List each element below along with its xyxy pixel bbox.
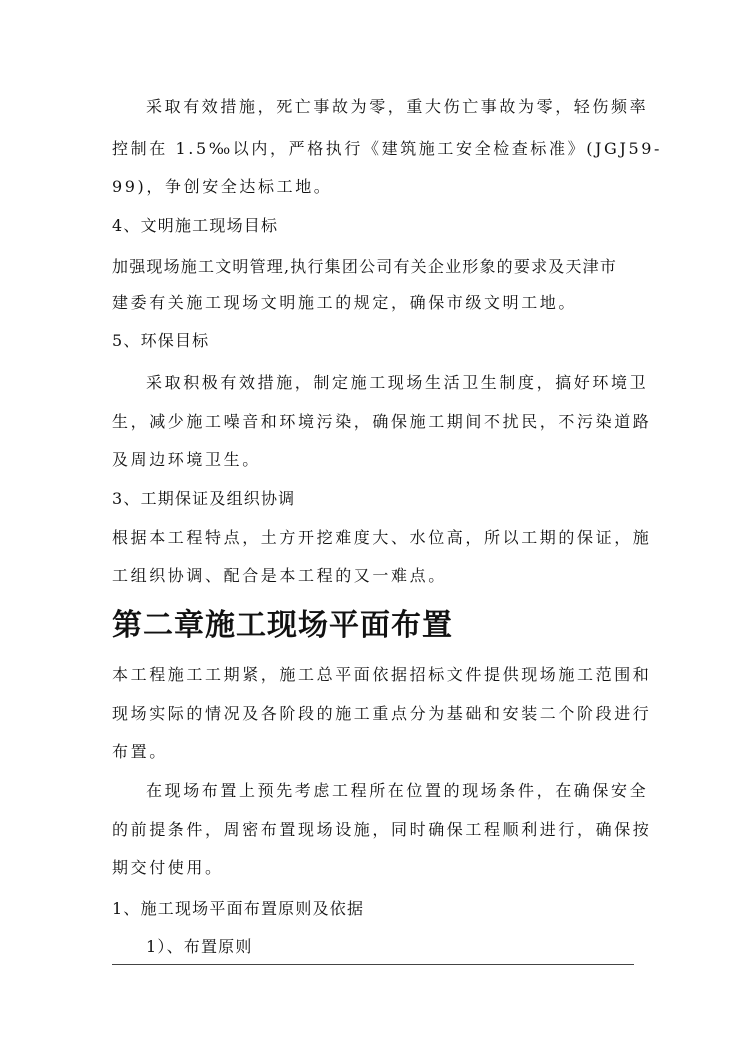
paragraph-site-line-3: 期交付使用。: [112, 858, 224, 877]
paragraph-environment-line-3: 及周边环境卫生。: [112, 450, 261, 469]
section-heading-layout-principles: 1、施工现场平面布置原则及依据: [112, 899, 365, 918]
paragraph-schedule-line-1: 根据本工程特点，土方开挖难度大、水位高，所以工期的保证，施: [112, 528, 652, 547]
paragraph-site-line-1: 在现场布置上预先考虑工程所在位置的现场条件，在确保安全: [146, 781, 649, 800]
paragraph-safety-line-1: 采取有效措施，死亡事故为零，重大伤亡事故为零，轻伤频率: [146, 97, 649, 116]
chapter-title: 第二章施工现场平面布置: [112, 608, 453, 643]
paragraph-civilized-line-2: 建委有关施工现场文明施工的规定，确保市级文明工地。: [112, 293, 578, 312]
paragraph-safety-line-2: 控制在 1.5‰以内，严格执行《建筑施工安全检查标准》(JGJ59-: [112, 139, 663, 158]
section-heading-environment: 5、环保目标: [112, 331, 210, 350]
paragraph-layout-line-2: 现场实际的情况及各阶段的施工重点分为基础和安装二个阶段进行: [112, 704, 652, 723]
paragraph-layout-line-1: 本工程施工工期紧，施工总平面依据招标文件提供现场施工范围和: [112, 665, 652, 684]
paragraph-layout-line-3: 布置。: [112, 742, 168, 761]
paragraph-environment-line-1: 采取积极有效措施，制定施工现场生活卫生制度，搞好环境卫: [146, 373, 649, 392]
paragraph-safety-line-3: 99)，争创安全达标工地。: [112, 177, 333, 196]
paragraph-environment-line-2: 生，减少施工噪音和环境污染，确保施工期间不扰民，不污染道路: [112, 412, 652, 431]
section-heading-civilized-site: 4、文明施工现场目标: [112, 216, 279, 235]
subsection-heading-layout-principles: 1）、布置原则: [146, 937, 253, 956]
paragraph-site-line-2: 的前提条件，周密布置现场设施，同时确保工程顺利进行，确保按: [112, 820, 652, 839]
section-heading-schedule: 3、工期保证及组织协调: [112, 489, 296, 508]
paragraph-schedule-line-2: 工组织协调、配合是本工程的又一难点。: [112, 566, 447, 585]
paragraph-civilized-line-1: 加强现场施工文明管理,执行集团公司有关企业形象的要求及天津市: [112, 257, 618, 276]
footer-divider: [112, 964, 634, 965]
